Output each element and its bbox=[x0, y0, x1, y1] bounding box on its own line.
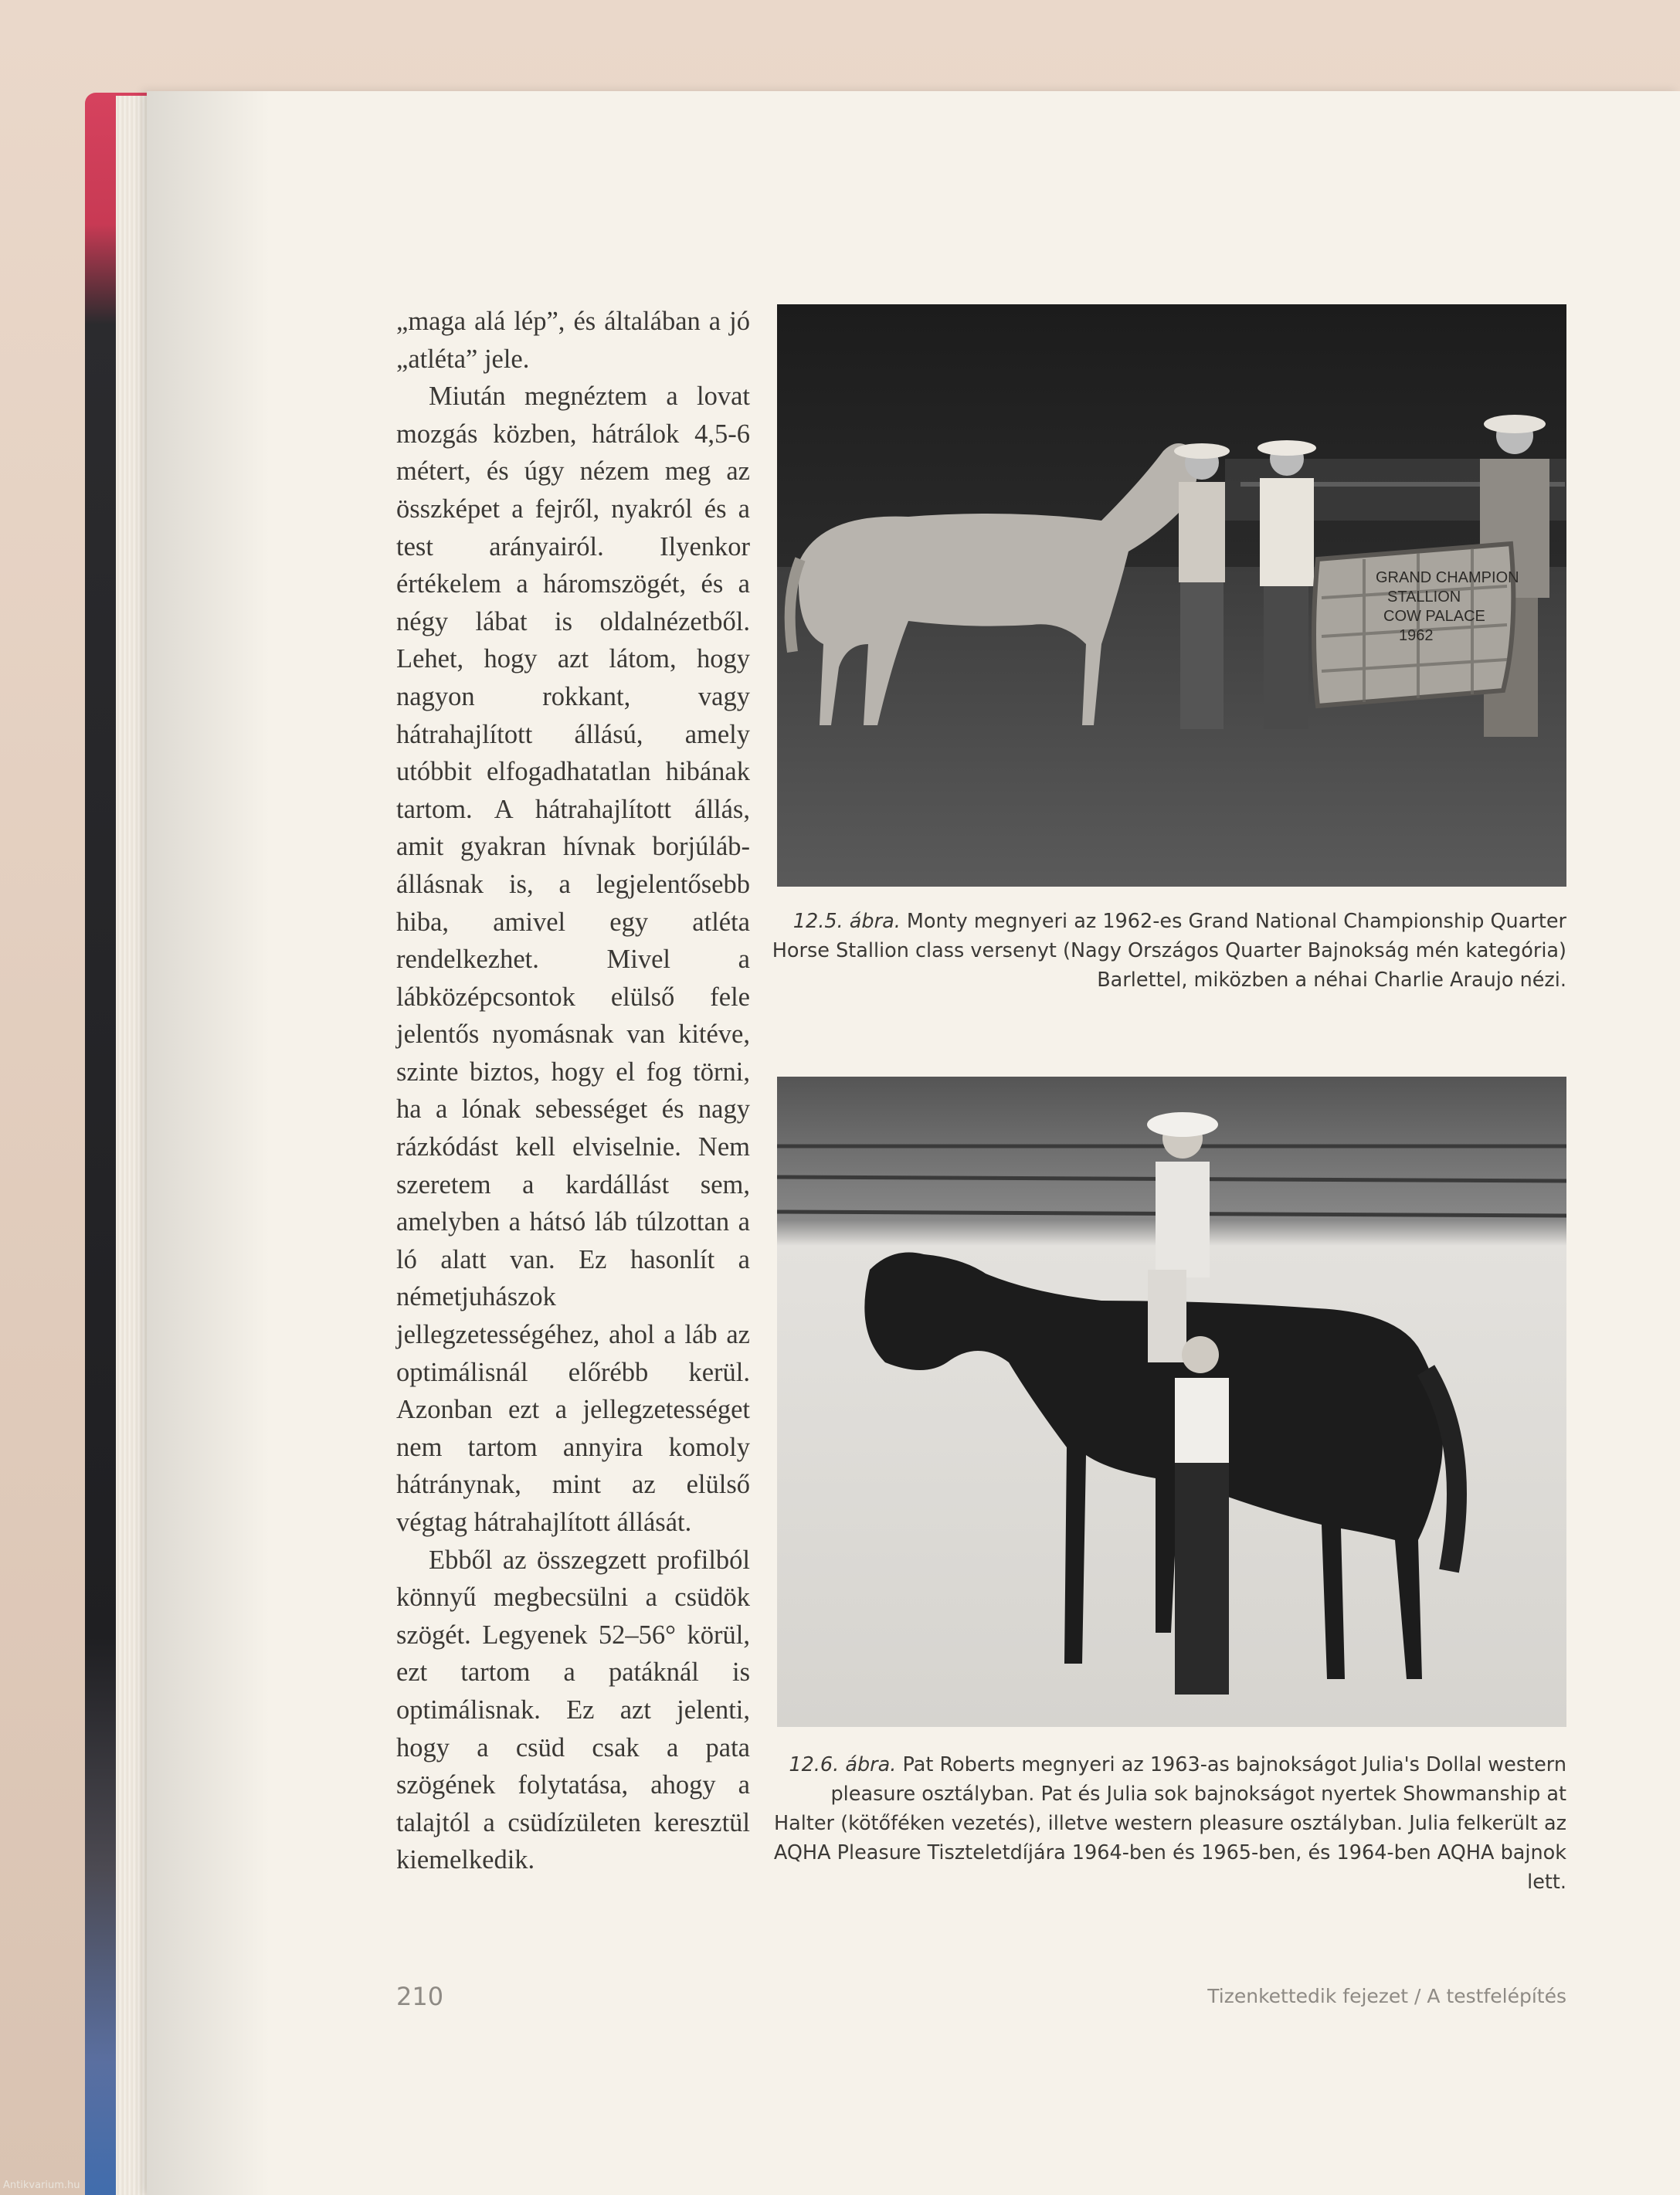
banner-line-1: GRAND CHAMPION bbox=[1376, 569, 1519, 586]
figure-12-6-caption bbox=[771, 1750, 1566, 1897]
page-number: 210 bbox=[396, 1982, 444, 2011]
figure-label: 12.6. ábra. bbox=[789, 1753, 897, 1776]
watermark: Antikvarium.hu bbox=[3, 2180, 80, 2191]
running-head: Tizenkettedik fejezet / A testfelépítés bbox=[1207, 1985, 1566, 2007]
figure-12-5-photo bbox=[777, 304, 1566, 887]
body-paragraph: „maga alá lép”, és általában a jó „atléta” jele. bbox=[396, 307, 750, 374]
body-paragraph: Miután megnéztem a lovat mozgás közben, hátrálok 4,5-6 métert, és úgy nézem meg az összképet a fejről, nyakról és a test arányairól. Ilyenkor értékelem a háromszögét, és a négy lábat is oldalnézetből. Lehet, hogy azt látom, hogy nagyon rokkant, vagy hátrahajlított állású, amely utóbbit elfogadhatatlan hibának tartom. A hátrahajlított állás, amit gyakran hívnak borjúláb-állásnak is, a legjelentősebb hiba, amivel egy atléta rendelkezhet. Mivel a lábközépcsontok elülső fele jelentős nyomásnak van kitéve, szinte biztos, hogy el fog törni, ha a lónak sebességet és nagy rázkódást kell elviselnie. Nem szeretem a kardállást sem, amelyben a hátsó láb túlzottan a ló alatt van. Ez hasonlít a németjuhászok jellegzetességéhez, ahol a láb az optimálisnál előrébb kerül. Azonban ezt a jellegzetességet nem tartom annyira komoly hátránynak, mint az elülső végtag hátrahajlított állását. bbox=[396, 382, 750, 1537]
caption-text: Pat Roberts megnyeri az 1963-as bajnokságot Julia's Dollal western pleasure osztályban. Pat és Julia sok bajnokságot nyertek Showmanship at Halter (kötőféken vezetés), illetve western pleasure osztályban. Julia felkerült az AQHA Pleasure Tiszteletdíjára 1964-ben és 1965-ben, és 1964-ben AQHA bajnok lett. bbox=[773, 1753, 1566, 1894]
banner-line-3: COW PALACE bbox=[1383, 608, 1485, 625]
figure-label: 12.5. ábra. bbox=[792, 910, 901, 933]
caption-text: Monty megnyeri az 1962-es Grand National Championship Quarter Horse Stallion class versenyt (Nagy Országos Quarter Bajnokság mén kategória) Barlettel, miközben a néhai Charlie Araujo nézi. bbox=[772, 910, 1566, 992]
body-text-column bbox=[396, 303, 750, 1879]
banner-line-4: 1962 bbox=[1399, 627, 1434, 644]
figure-12-5-caption bbox=[771, 907, 1566, 995]
body-paragraph: Ebből az összegzett profilból könnyű megbecsülni a csüdök szögét. Legyenek 52–56° körül, ezt tartom a patáknál is optimálisnak. Ez azt jelenti, hogy a csüd csak a pata szögének folytatása, ahogy a talajtól a csüdízületen keresztül kiemelkedik. bbox=[396, 1545, 750, 1875]
banner-line-2: STALLION bbox=[1387, 589, 1461, 606]
figure-12-6-photo bbox=[777, 1077, 1566, 1727]
